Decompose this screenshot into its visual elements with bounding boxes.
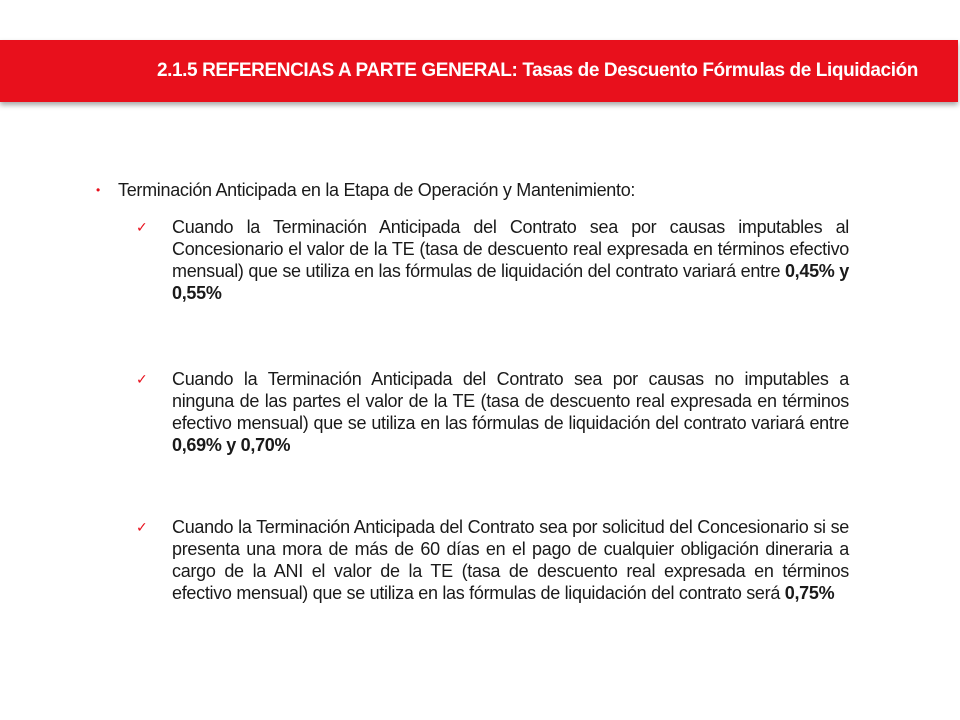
checkmark-icon: ✓ — [136, 519, 148, 535]
check-item-text — [172, 368, 849, 456]
slide-title — [157, 60, 918, 82]
check-item-1 — [136, 216, 849, 304]
check-item-body: Cuando la Terminación Anticipada del Contrato sea por causas no imputables a ninguna de las partes el valor de la TE (tasa de descuento real expresada en términos efectivo mensual) que se utiliza en las fórmulas de liquidación del contrato variará entre — [172, 369, 849, 433]
check-item-2 — [136, 368, 849, 456]
check-item-highlight: 0,45% y 0,55% — [172, 261, 849, 303]
check-item-text — [172, 516, 849, 604]
bullet-label: Terminación Anticipada en la Etapa de Operación y Mantenimiento: — [118, 180, 636, 200]
check-item-body: Cuando la Terminación Anticipada del Contrato sea por causas imputables al Concesionario el valor de la TE (tasa de descuento real expresada en términos efectivo mensual) que se utiliza en las fórmulas de liquidación del contrato variará entre — [172, 217, 849, 281]
checkmark-icon: ✓ — [136, 219, 148, 235]
slide-title-bold: 2.1.5 REFERENCIAS A PARTE GENERAL: — [156, 60, 518, 81]
check-item-3 — [136, 516, 849, 604]
bullet-dot-icon: • — [96, 183, 101, 197]
check-item-text — [172, 216, 849, 304]
slide-content — [96, 178, 886, 202]
bullet-item — [96, 178, 886, 202]
title-bar — [0, 40, 958, 102]
check-item-body: Cuando la Terminación Anticipada del Contrato sea por solicitud del Concesionario si se presenta una mora de más de 60 días en el pago de cualquier obligación dineraria a cargo de la ANI el valor de la TE (tasa de descuento real expresada en términos efectivo mensual) que se utiliza en las fórmulas de liquidación del contrato será — [172, 517, 849, 603]
slide-title-rest: Tasas de Descuento Fórmulas de Liquidación — [517, 60, 918, 81]
checkmark-icon: ✓ — [136, 371, 148, 387]
check-item-highlight: 0,69% y 0,70% — [172, 435, 291, 455]
check-item-highlight: 0,75% — [784, 583, 835, 603]
